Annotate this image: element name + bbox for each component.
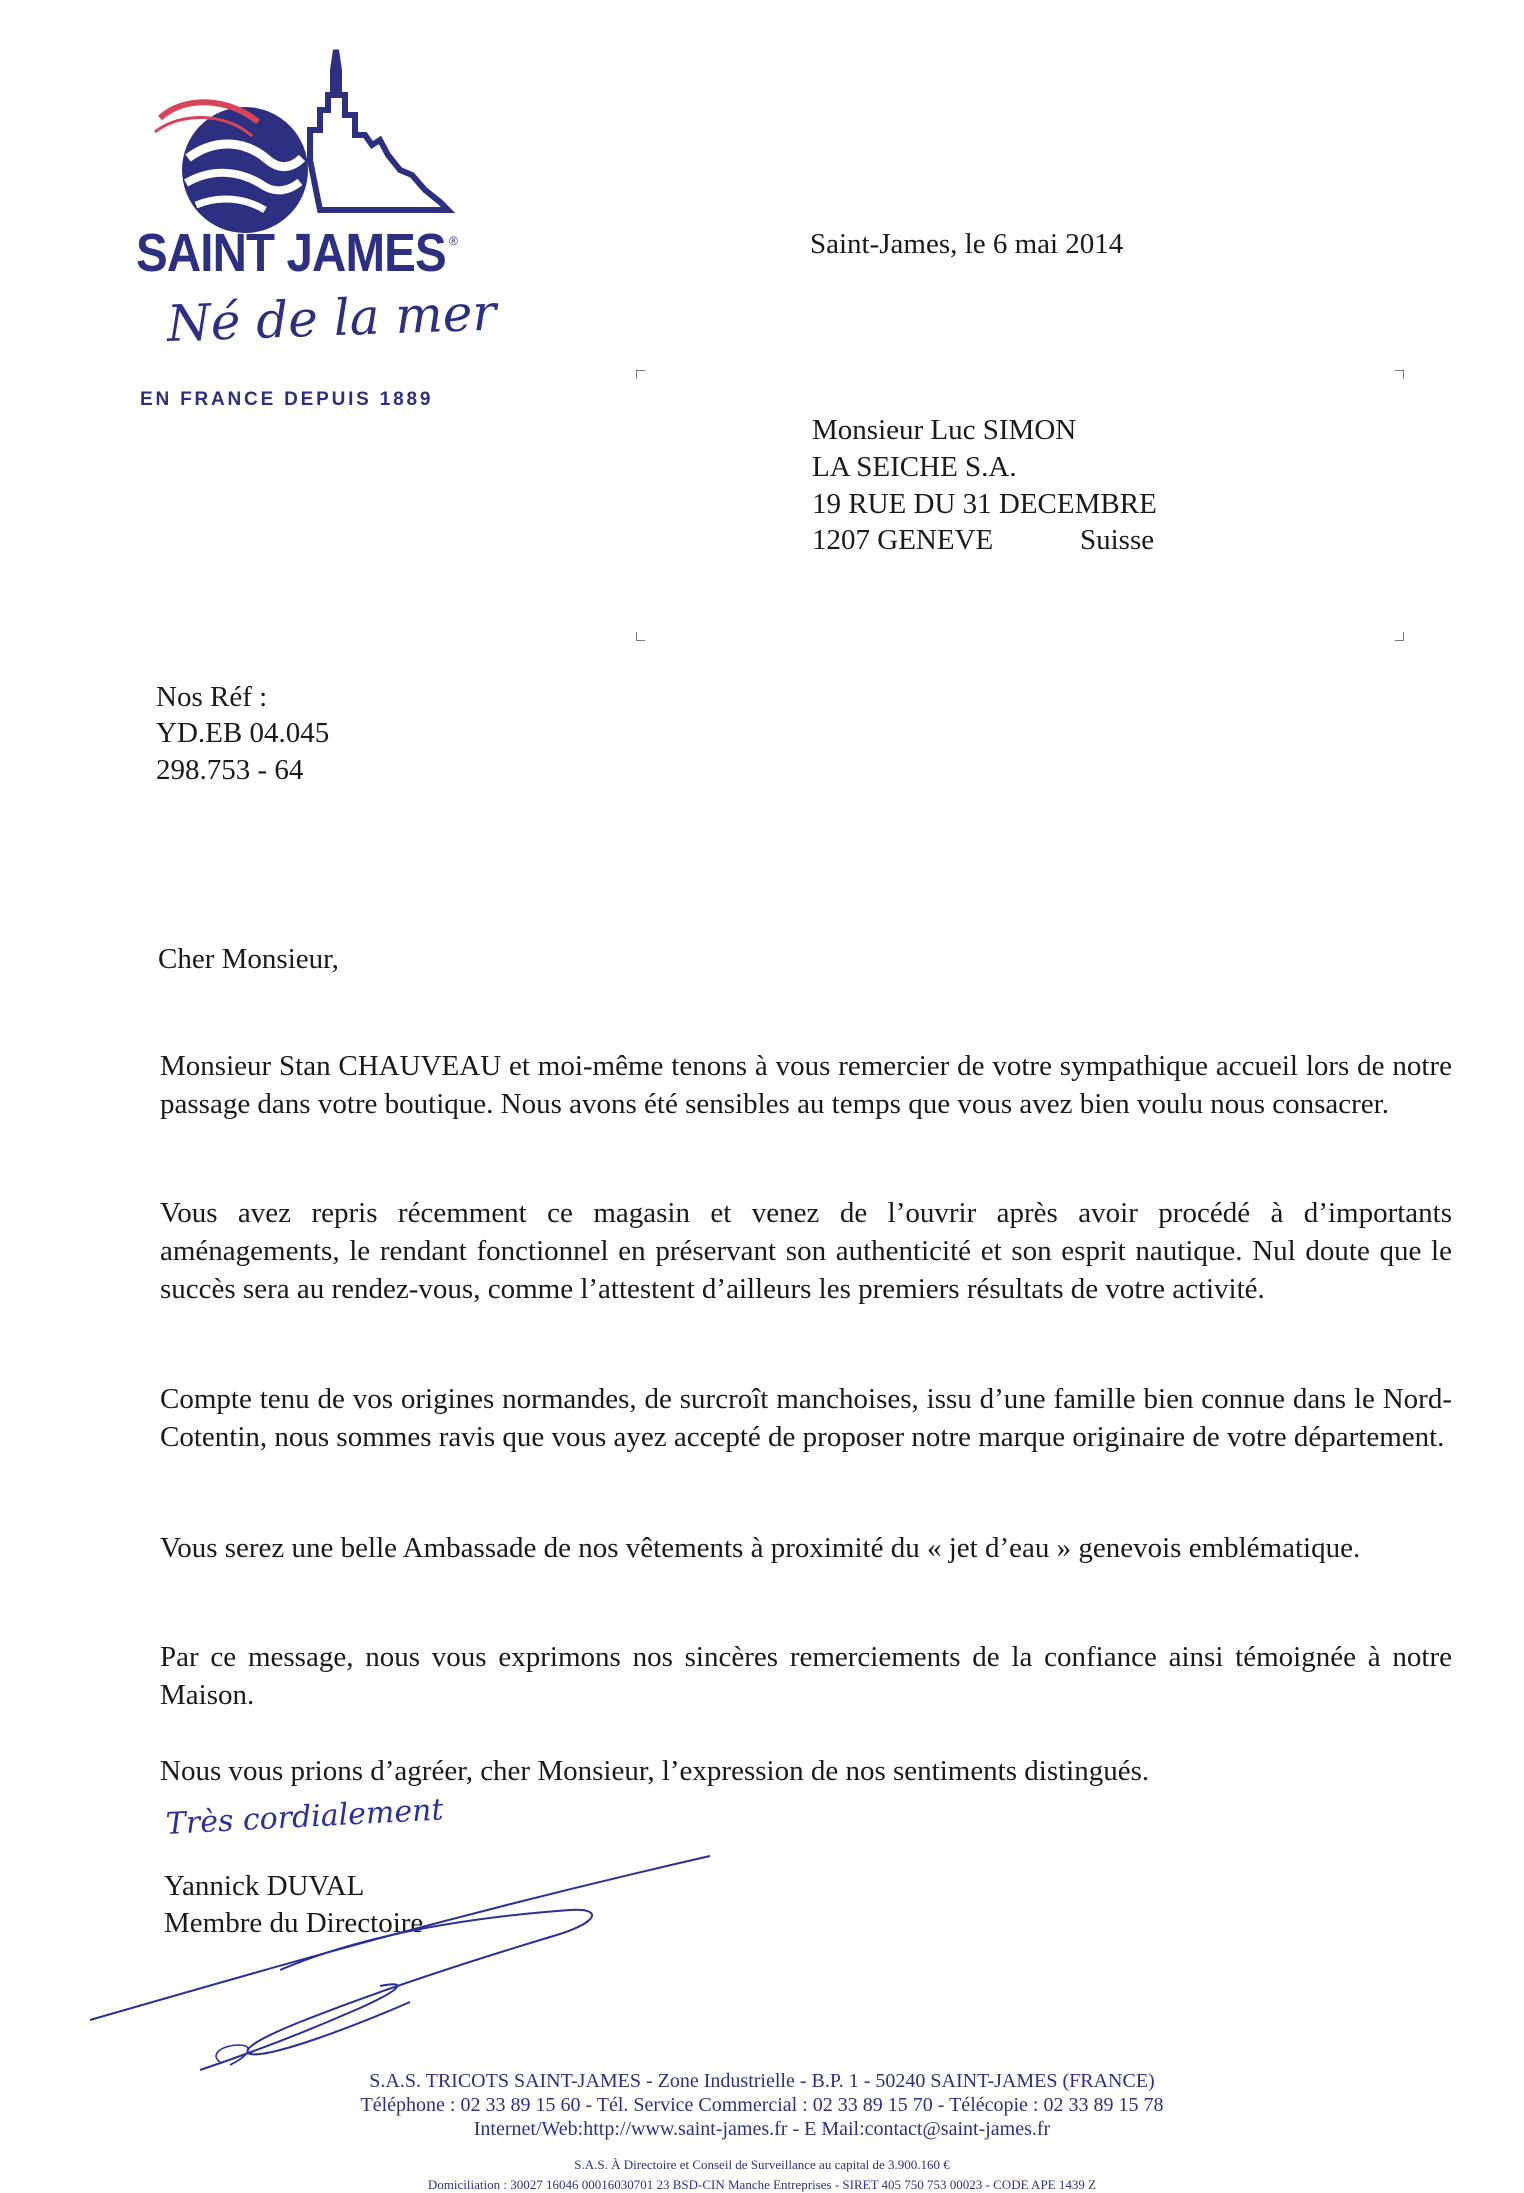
saint-james-logo-icon <box>140 40 470 240</box>
brand-tagline: Né de la mer <box>166 283 498 353</box>
body-paragraph: Compte tenu de vos origines normandes, de surcroît manchoises, issu d’une famille bien connue dans le Nord-Cotentin, nous sommes ravis que vous ayez accepté de proposer notre marque originaire de votre département. <box>160 1383 1452 1453</box>
address-window-corner <box>1395 370 1404 379</box>
footer-web: Internet/Web:http://www.saint-james.fr - E Mail:contact@saint-james.fr <box>473 2118 1051 2140</box>
handwritten-signature-icon <box>80 1840 720 2080</box>
footer-address: S.A.S. TRICOTS SAINT-JAMES - Zone Industrielle - B.P. 1 - 50240 SAINT-JAMES (FRANCE) <box>369 2070 1155 2092</box>
recipient-line: Monsieur Luc SIMON <box>812 414 1077 446</box>
address-window-corner <box>636 370 645 379</box>
date-line: Saint-James, le 6 mai 2014 <box>810 228 1124 260</box>
recipient-line: 19 RUE DU 31 DECEMBRE <box>812 488 1157 520</box>
footer-bank: Domiciliation : 30027 16046 00016030701 23 BSD-CIN Manche Entreprises - SIRET 405 750 753 00023 - CODE APE 1439 Z <box>427 2177 1097 2192</box>
registered-mark: ® <box>449 234 458 248</box>
body-paragraph: Vous serez une belle Ambassade de nos vêtements à proximité du « jet d’eau » genevois emblématique. <box>160 1532 1361 1564</box>
recipient-country: Suisse <box>1080 524 1155 556</box>
signatory-name: Yannick DUVAL <box>164 1870 365 1902</box>
brand-name: SAINT JAMES <box>136 223 446 283</box>
reference-line: YD.EB 04.045 <box>156 717 330 749</box>
body-paragraph: Vous avez repris récemment ce magasin et venez de l’ouvrir après avoir procédé à d’importants aménagements, le rendant fonctionnel en préservant son authenticité et son esprit nautique. Nul doute que le succès sera au rendez-vous, comme l’attestent d’ailleurs les premiers résultats de votre activité. <box>160 1197 1452 1305</box>
footer-legal: S.A.S. À Directoire et Conseil de Surveillance au capital de 3.900.160 € <box>574 2157 950 2172</box>
body-paragraph: Nous vous prions d’agréer, cher Monsieur, l’expression de nos sentiments distingués. <box>160 1755 1150 1787</box>
reference-label: Nos Réf : <box>156 681 268 713</box>
recipient-line: 1207 GENEVE <box>812 524 994 556</box>
body-paragraph: Par ce message, nous vous exprimons nos sincères remerciements de la confiance ainsi témoignée à notre Maison. <box>160 1641 1452 1711</box>
footer-phones: Téléphone : 02 33 89 15 60 - Tél. Service Commercial : 02 33 89 15 70 - Télécopie : 02 33 89 15 78 <box>360 2094 1164 2116</box>
reference-line: 298.753 - 64 <box>156 754 304 786</box>
handwritten-signoff: Très cordialement <box>165 1792 445 1842</box>
signatory-title: Membre du Directoire <box>164 1907 424 1939</box>
brand-since-line: EN FRANCE DEPUIS 1889 <box>140 389 434 410</box>
body-paragraph: Monsieur Stan CHAUVEAU et moi-même tenons à vous remercier de votre sympathique accueil lors de notre passage dans votre boutique. Nous avons été sensibles au temps que vous avez bien voulu nous consacrer. <box>160 1050 1452 1120</box>
recipient-line: LA SEICHE S.A. <box>812 451 1017 483</box>
salutation: Cher Monsieur, <box>158 943 339 975</box>
address-window-corner <box>636 632 645 641</box>
address-window-corner <box>1395 632 1404 641</box>
